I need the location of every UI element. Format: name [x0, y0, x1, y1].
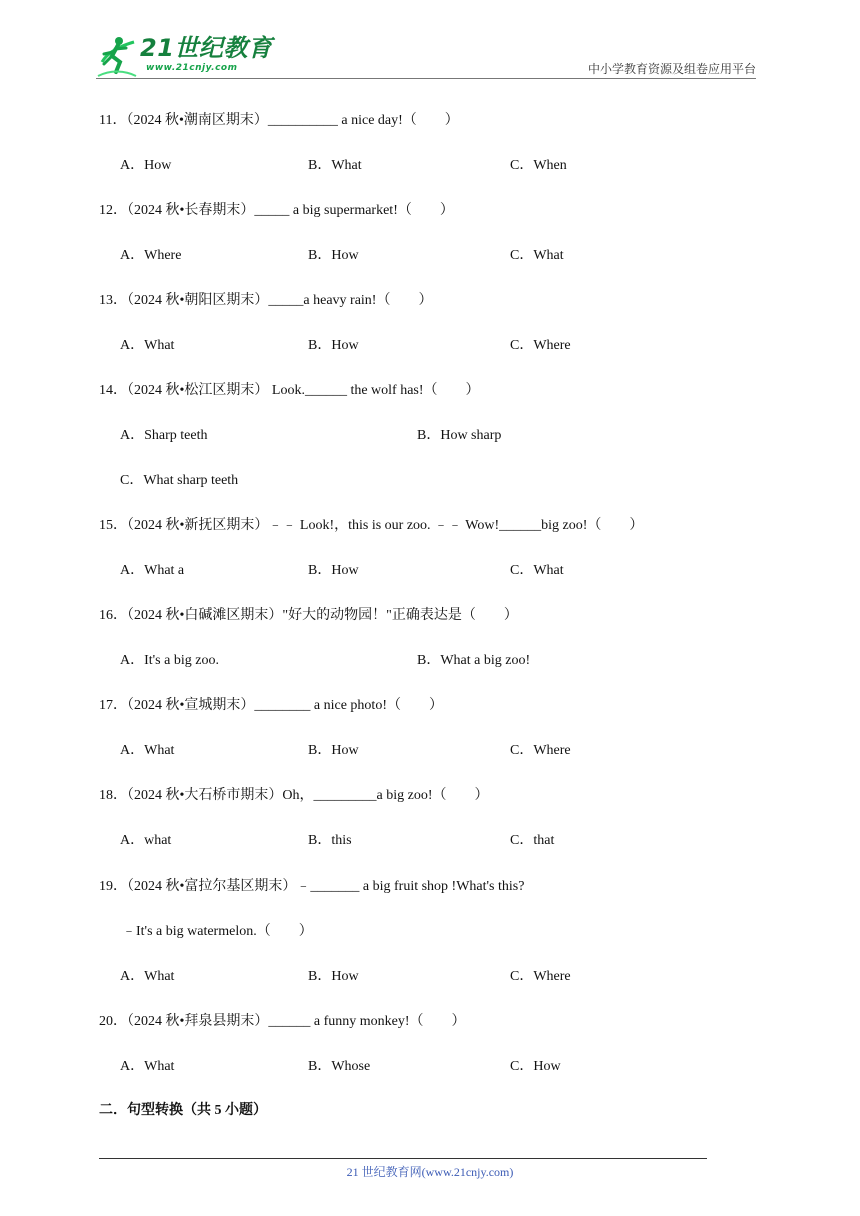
- footer-divider: [99, 1158, 707, 1159]
- question-stem: 14．（2024 秋•松江区期末） Look.______ the wolf has!（ ）: [99, 383, 480, 398]
- question-stem-continued: ﹣It's a big watermelon.（ ）: [122, 924, 313, 939]
- option-b: B．How sharp: [417, 428, 502, 443]
- runner-logo-icon: [96, 32, 138, 78]
- option-a: A．What a: [120, 563, 185, 578]
- option-a: A．It's a big zoo.: [120, 653, 219, 668]
- option-b: B．What a big zoo!: [417, 653, 531, 668]
- option-c: C．How: [510, 1059, 561, 1074]
- option-c: C．What sharp teeth: [120, 473, 239, 488]
- page-header: [96, 26, 756, 82]
- logo-url: www.21cnjy.com: [146, 63, 238, 73]
- footer-text: 21 世纪教育网(www.21cnjy.com): [346, 1165, 514, 1179]
- option-a: A．What: [120, 1059, 175, 1074]
- option-b: B．How: [308, 563, 359, 578]
- site-logo: [96, 32, 273, 78]
- option-b: B．How: [308, 338, 359, 353]
- option-a: A．Where: [120, 248, 182, 263]
- option-b: B．How: [308, 743, 359, 758]
- question-stem: 13．（2024 秋•朝阳区期末）_____a heavy rain!（ ）: [99, 293, 433, 308]
- option-c: C．Where: [510, 969, 571, 984]
- question-stem: 15．（2024 秋•新抚区期末）﹣﹣ Look!，this is our zoo. ﹣﹣ Wow!______big zoo!（ ）: [99, 518, 644, 533]
- option-a: A．How: [120, 158, 172, 173]
- option-b: B．Whose: [308, 1059, 371, 1074]
- option-b: B．What: [308, 158, 362, 173]
- question-stem: 11．（2024 秋•潮南区期末）__________ a nice day!（ ）: [99, 113, 459, 128]
- option-c: C．When: [510, 158, 567, 173]
- section-title: 二．句型转换（共 5 小题）: [99, 1103, 267, 1118]
- option-b: B．How: [308, 969, 359, 984]
- question-stem: 16．（2024 秋•白碱滩区期末）"好大的动物园！"正确表达是（ ）: [99, 608, 518, 623]
- question-stem: 20．（2024 秋•拜泉县期末）______ a funny monkey!（ ）: [99, 1014, 466, 1029]
- option-a: A．What: [120, 743, 175, 758]
- logo-title: 21世纪教育: [140, 34, 273, 62]
- question-stem: 12．（2024 秋•长春期末）_____ a big supermarket!（ ）: [99, 203, 454, 218]
- option-b: B．How: [308, 248, 359, 263]
- option-a: A．Sharp teeth: [120, 428, 208, 443]
- platform-name: 中小学教育资源及组卷应用平台: [587, 62, 756, 76]
- header-divider: [96, 78, 756, 79]
- option-c: C．that: [510, 833, 555, 848]
- option-c: C．What: [510, 563, 564, 578]
- option-a: A．What: [120, 338, 175, 353]
- question-stem: 17．（2024 秋•宣城期末）________ a nice photo!（ ）: [99, 698, 443, 713]
- option-c: C．Where: [510, 743, 571, 758]
- option-b: B．this: [308, 833, 352, 848]
- option-c: C．Where: [510, 338, 571, 353]
- question-stem: 19．（2024 秋•富拉尔基区期末）﹣_______ a big fruit shop !What's this?: [99, 879, 525, 894]
- option-a: A．what: [120, 833, 172, 848]
- question-stem: 18．（2024 秋•大石桥市期末）Oh，_________a big zoo!（ ）: [99, 788, 489, 803]
- option-c: C．What: [510, 248, 564, 263]
- option-a: A．What: [120, 969, 175, 984]
